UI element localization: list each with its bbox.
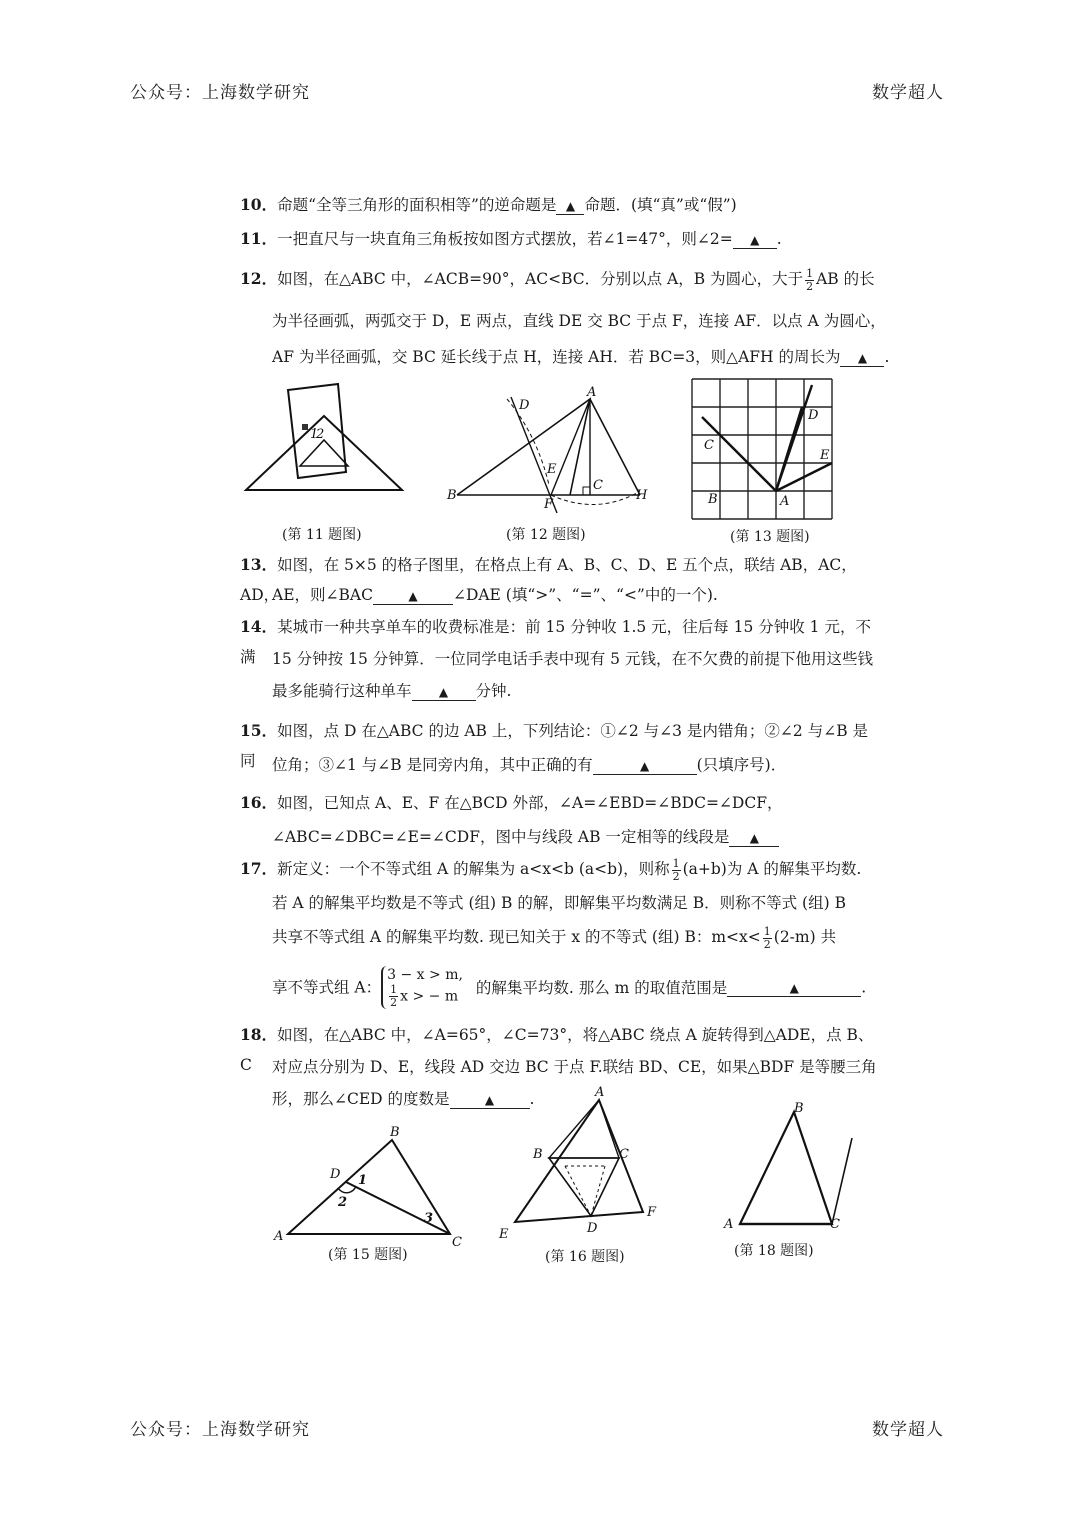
question-text: 如图，在 5×5 的格子图里，在格点上有 A、B、C、D、E 五个点，联结 AB，AC，AD， — [240, 556, 857, 604]
figure-16 — [495, 1082, 670, 1242]
figure-12 — [445, 385, 655, 510]
answer-mark: ▲ — [789, 980, 799, 995]
answer-mark: ▲ — [408, 589, 418, 603]
figure-15 — [272, 1122, 472, 1250]
question-text: 一把直尺与一块直角三角板按如图方式摆放，若∠1=47°，则∠2= — [277, 230, 733, 248]
question-14-line3 — [272, 676, 912, 706]
question-tail: . — [884, 348, 890, 366]
question-17-line4 — [272, 966, 912, 1009]
fraction-denominator: 2 — [806, 279, 814, 293]
question-number: 16． — [240, 793, 278, 812]
point-f-label: F — [647, 1205, 657, 1220]
angle-2-label: 2 — [338, 1195, 348, 1210]
footer-right: 数学超人 — [872, 1420, 944, 1440]
angle-1-label: 1 — [358, 1173, 368, 1188]
question-12 — [240, 264, 880, 294]
point-a-label: A — [587, 385, 597, 400]
footer-left: 公众号：上海数学研究 — [130, 1420, 310, 1440]
fraction — [805, 268, 814, 293]
question-text: 共享不等式组 A 的解集平均数. 现已知关于 x 的不等式 (组) B：m<x< — [272, 928, 761, 946]
question-number: 11． — [240, 229, 278, 248]
point-e-label: E — [547, 462, 557, 477]
fraction-numerator: 1 — [390, 983, 398, 996]
question-text: 如图，已知点 A、E、F 在△BCD 外部，∠A=∠EBD=∠BDC=∠DCF， — [277, 794, 783, 812]
point-d-label: D — [808, 408, 819, 423]
point-c-label: C — [704, 438, 714, 453]
question-tail: 命题．(填“真”或“假”) — [584, 196, 737, 214]
fraction — [672, 858, 681, 883]
fraction-numerator: 1 — [672, 856, 680, 870]
question-text: 如图，点 D 在△ABC 的边 AB 上，下列结论：①∠2 与∠3 是内错角；②∠2 与∠B 是同 — [240, 722, 869, 770]
question-16-line2 — [272, 822, 912, 852]
question-text: 最多能骑行这种单车 — [272, 682, 412, 700]
angle-1-label: 1 — [310, 427, 319, 442]
point-c-label: C — [830, 1217, 840, 1232]
question-tail: ∠DAE (填“>”、“=”、“<”中的一个). — [452, 586, 718, 604]
answer-blank — [729, 829, 779, 847]
answer-mark: ▲ — [565, 199, 576, 213]
figure-18 — [720, 1098, 870, 1233]
question-number: 18． — [240, 1025, 278, 1044]
question-text: AB 的长 — [816, 270, 875, 288]
answer-mark: ▲ — [750, 233, 760, 247]
question-11 — [240, 224, 880, 254]
question-tail: . — [529, 1090, 535, 1108]
fraction-numerator: 1 — [763, 924, 771, 938]
question-number: 17． — [240, 859, 278, 878]
question-tail: . — [776, 230, 782, 248]
question-text: AE，则∠BAC — [272, 586, 373, 604]
question-text: 享不等式组 A： — [272, 978, 382, 997]
question-text: 如图，在△ABC 中，∠A=65°，∠C=73°，将△ABC 绕点 A 旋转得到△ADE，点 B、C — [240, 1026, 874, 1074]
point-e-label: E — [820, 448, 830, 463]
fraction — [389, 984, 398, 1009]
point-a-label: A — [595, 1085, 605, 1100]
caption-fig-12: (第 12 题图) — [506, 527, 586, 543]
question-text: 的解集平均数. 那么 m 的取值范围是 — [475, 978, 728, 997]
question-10 — [240, 190, 880, 220]
point-c-label: C — [452, 1235, 462, 1250]
question-tail: 分钟. — [475, 682, 512, 700]
question-15-line2 — [272, 750, 912, 780]
answer-blank — [556, 197, 584, 215]
angle-3-label: 3 — [424, 1211, 434, 1226]
question-text: 位角；③∠1 与∠B 是同旁内角，其中正确的有 — [272, 756, 593, 774]
point-c-label: C — [593, 478, 603, 493]
point-h-label: H — [636, 488, 648, 503]
figure-11 — [240, 380, 410, 500]
question-tail: (只填序号)． — [696, 756, 787, 774]
question-text: ∠ABC=∠DBC=∠E=∠CDF，图中与线段 AB 一定相等的线段是 — [272, 828, 730, 846]
question-14-line2: 15 分钟按 15 分钟算．一位同学电话手表中现有 5 元钱，在不欠费的前提下他用这些钱 — [272, 650, 873, 668]
answer-blank — [840, 349, 884, 367]
question-13-line2 — [272, 580, 912, 610]
point-e-label: E — [499, 1227, 509, 1242]
question-number: 14． — [240, 617, 278, 636]
point-b-label: B — [794, 1101, 804, 1116]
fraction-denominator: 2 — [390, 996, 398, 1009]
question-text: 形，那么∠CED 的度数是 — [272, 1090, 450, 1108]
question-number: 13． — [240, 555, 278, 574]
point-a-label: A — [724, 1217, 734, 1232]
answer-blank — [373, 587, 453, 605]
header-left: 公众号：上海数学研究 — [130, 83, 310, 103]
point-a-label: A — [274, 1229, 284, 1244]
caption-fig-13: (第 13 题图) — [730, 529, 810, 545]
point-d-label: D — [587, 1221, 598, 1236]
angle-2-label: 2 — [316, 427, 325, 442]
question-number: 15． — [240, 721, 278, 740]
point-f-label: F — [544, 497, 554, 512]
question-17-line3 — [272, 922, 912, 952]
caption-fig-11: (第 11 题图) — [282, 527, 362, 543]
inequality-system — [381, 966, 463, 1009]
caption-fig-18: (第 18 题图) — [734, 1243, 814, 1259]
point-c-label: C — [619, 1147, 629, 1162]
question-text: 如图，在△ABC 中，∠ACB=90°，AC<BC．分别以点 A，B 为圆心，大于 — [277, 270, 804, 288]
caption-fig-16: (第 16 题图) — [545, 1249, 625, 1265]
answer-mark: ▲ — [749, 831, 760, 845]
question-text: 命题“全等三角形的面积相等”的逆命题是 — [277, 196, 557, 214]
answer-mark: ▲ — [639, 759, 650, 773]
question-17 — [240, 854, 880, 884]
question-18-line2: 对应点分别为 D、E，线段 AD 交边 BC 于点 F.联结 BD、CE，如果△BDF 是等腰三角 — [272, 1058, 877, 1076]
question-number: 10． — [240, 195, 278, 214]
point-b-label: B — [447, 488, 457, 503]
inequality-2: x > − m — [400, 988, 459, 1005]
question-number: 12． — [240, 269, 278, 288]
answer-blank — [412, 683, 476, 701]
answer-blank — [727, 979, 861, 997]
question-12-line2: 为半径画弧，两弧交于 D，E 两点，直线 DE 交 BC 于点 F，连接 AF．以点 A 为圆心， — [272, 312, 886, 330]
question-tail: . — [861, 978, 867, 997]
point-b-label: B — [390, 1125, 400, 1140]
point-d-label: D — [330, 1167, 341, 1182]
question-text: (a+b)为 A 的解集平均数. — [682, 860, 862, 878]
point-d-label: D — [519, 398, 530, 413]
question-16 — [240, 788, 880, 818]
point-b-label: B — [533, 1147, 543, 1162]
fraction-numerator: 1 — [806, 266, 814, 280]
question-text: AF 为半径画弧，交 BC 延长线于点 H，连接 AH．若 BC=3，则△AFH 的周长为 — [272, 348, 841, 366]
question-text: (2-m) 共 — [773, 928, 837, 946]
question-text: 某城市一种共享单车的收费标准是：前 15 分钟收 1.5 元，往后每 15 分钟收 1 元，不满 — [240, 618, 871, 666]
question-17-line2: 若 A 的解集平均数是不等式 (组) B 的解，即解集平均数满足 B．则称不等式 (组) B — [272, 894, 846, 912]
answer-mark: ▲ — [484, 1093, 495, 1107]
answer-blank — [593, 757, 697, 775]
caption-fig-15: (第 15 题图) — [328, 1247, 408, 1263]
fraction-denominator: 2 — [763, 937, 771, 951]
answer-mark: ▲ — [438, 685, 449, 699]
answer-blank — [733, 231, 777, 249]
fraction — [763, 926, 772, 951]
point-b-label: B — [708, 492, 718, 507]
figure-13 — [690, 377, 838, 522]
fraction-denominator: 2 — [672, 869, 680, 883]
point-a-label: A — [780, 494, 790, 509]
question-12-line3 — [272, 342, 912, 372]
question-text: 新定义：一个不等式组 A 的解集为 a<x<b (a<b)，则称 — [277, 860, 670, 878]
inequality-1: 3 − x > m, — [387, 967, 463, 983]
answer-mark: ▲ — [857, 351, 868, 365]
header-right: 数学超人 — [872, 83, 944, 103]
